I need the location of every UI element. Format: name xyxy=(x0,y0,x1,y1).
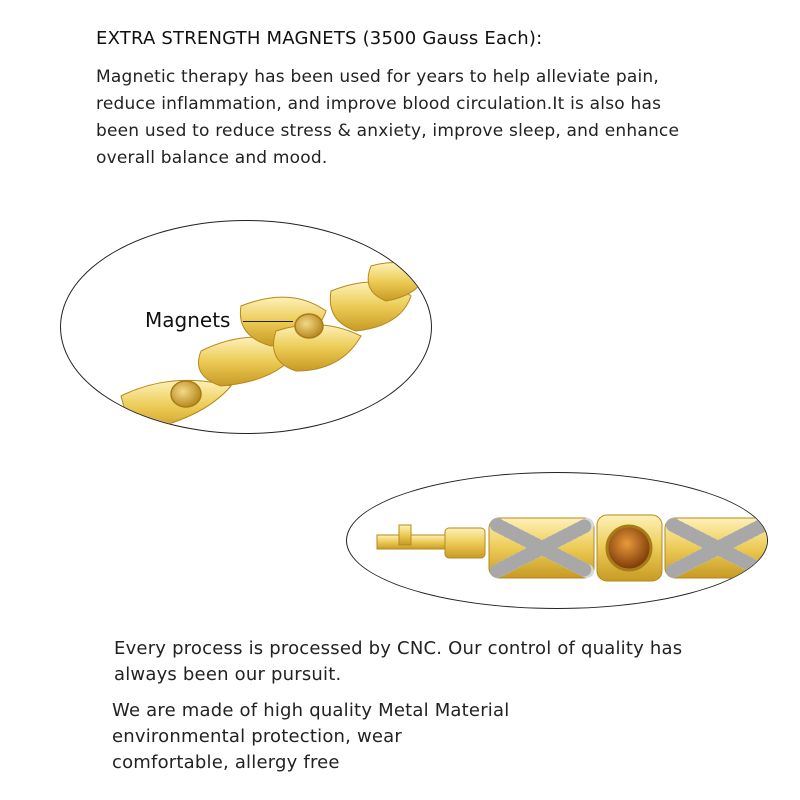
intro-line-4: overall balance and mood. xyxy=(96,148,328,168)
intro-line-1: Magnetic therapy has been used for years to help alleviate pain, xyxy=(96,67,659,87)
material-line-1: We are made of high quality Metal Material xyxy=(112,700,510,721)
magnet-bracelet-illustration xyxy=(61,221,431,433)
process-line-1: Every process is processed by CNC. Our control of quality has xyxy=(114,638,683,659)
crystal-x-link-2 xyxy=(665,518,767,578)
material-line-3: comfortable, allergy free xyxy=(112,752,340,773)
cnc-process-text xyxy=(114,636,682,688)
material-text xyxy=(112,698,509,776)
stone-link xyxy=(597,515,662,581)
heading: EXTRA STRENGTH MAGNETS (3500 Gauss Each): xyxy=(96,28,543,49)
process-line-2: always been our pursuit. xyxy=(114,664,342,685)
crystal-x-link-1 xyxy=(489,518,594,578)
magnet-closeup-oval xyxy=(60,220,432,434)
intro-line-3: been used to reduce stress & anxiety, improve sleep, and enhance xyxy=(96,121,680,141)
clasp xyxy=(377,525,485,558)
material-line-2: environmental protection, wear xyxy=(112,726,403,747)
callout-leader-line xyxy=(243,321,293,322)
clasp-bracelet-illustration xyxy=(347,473,767,608)
intro-text xyxy=(96,64,776,172)
magnets-callout-label: Magnets xyxy=(145,308,231,332)
bracelet-links xyxy=(121,263,426,433)
intro-line-2: reduce inflammation, and improve blood circulation.It is also has xyxy=(96,94,662,114)
clasp-closeup-oval xyxy=(346,472,768,609)
